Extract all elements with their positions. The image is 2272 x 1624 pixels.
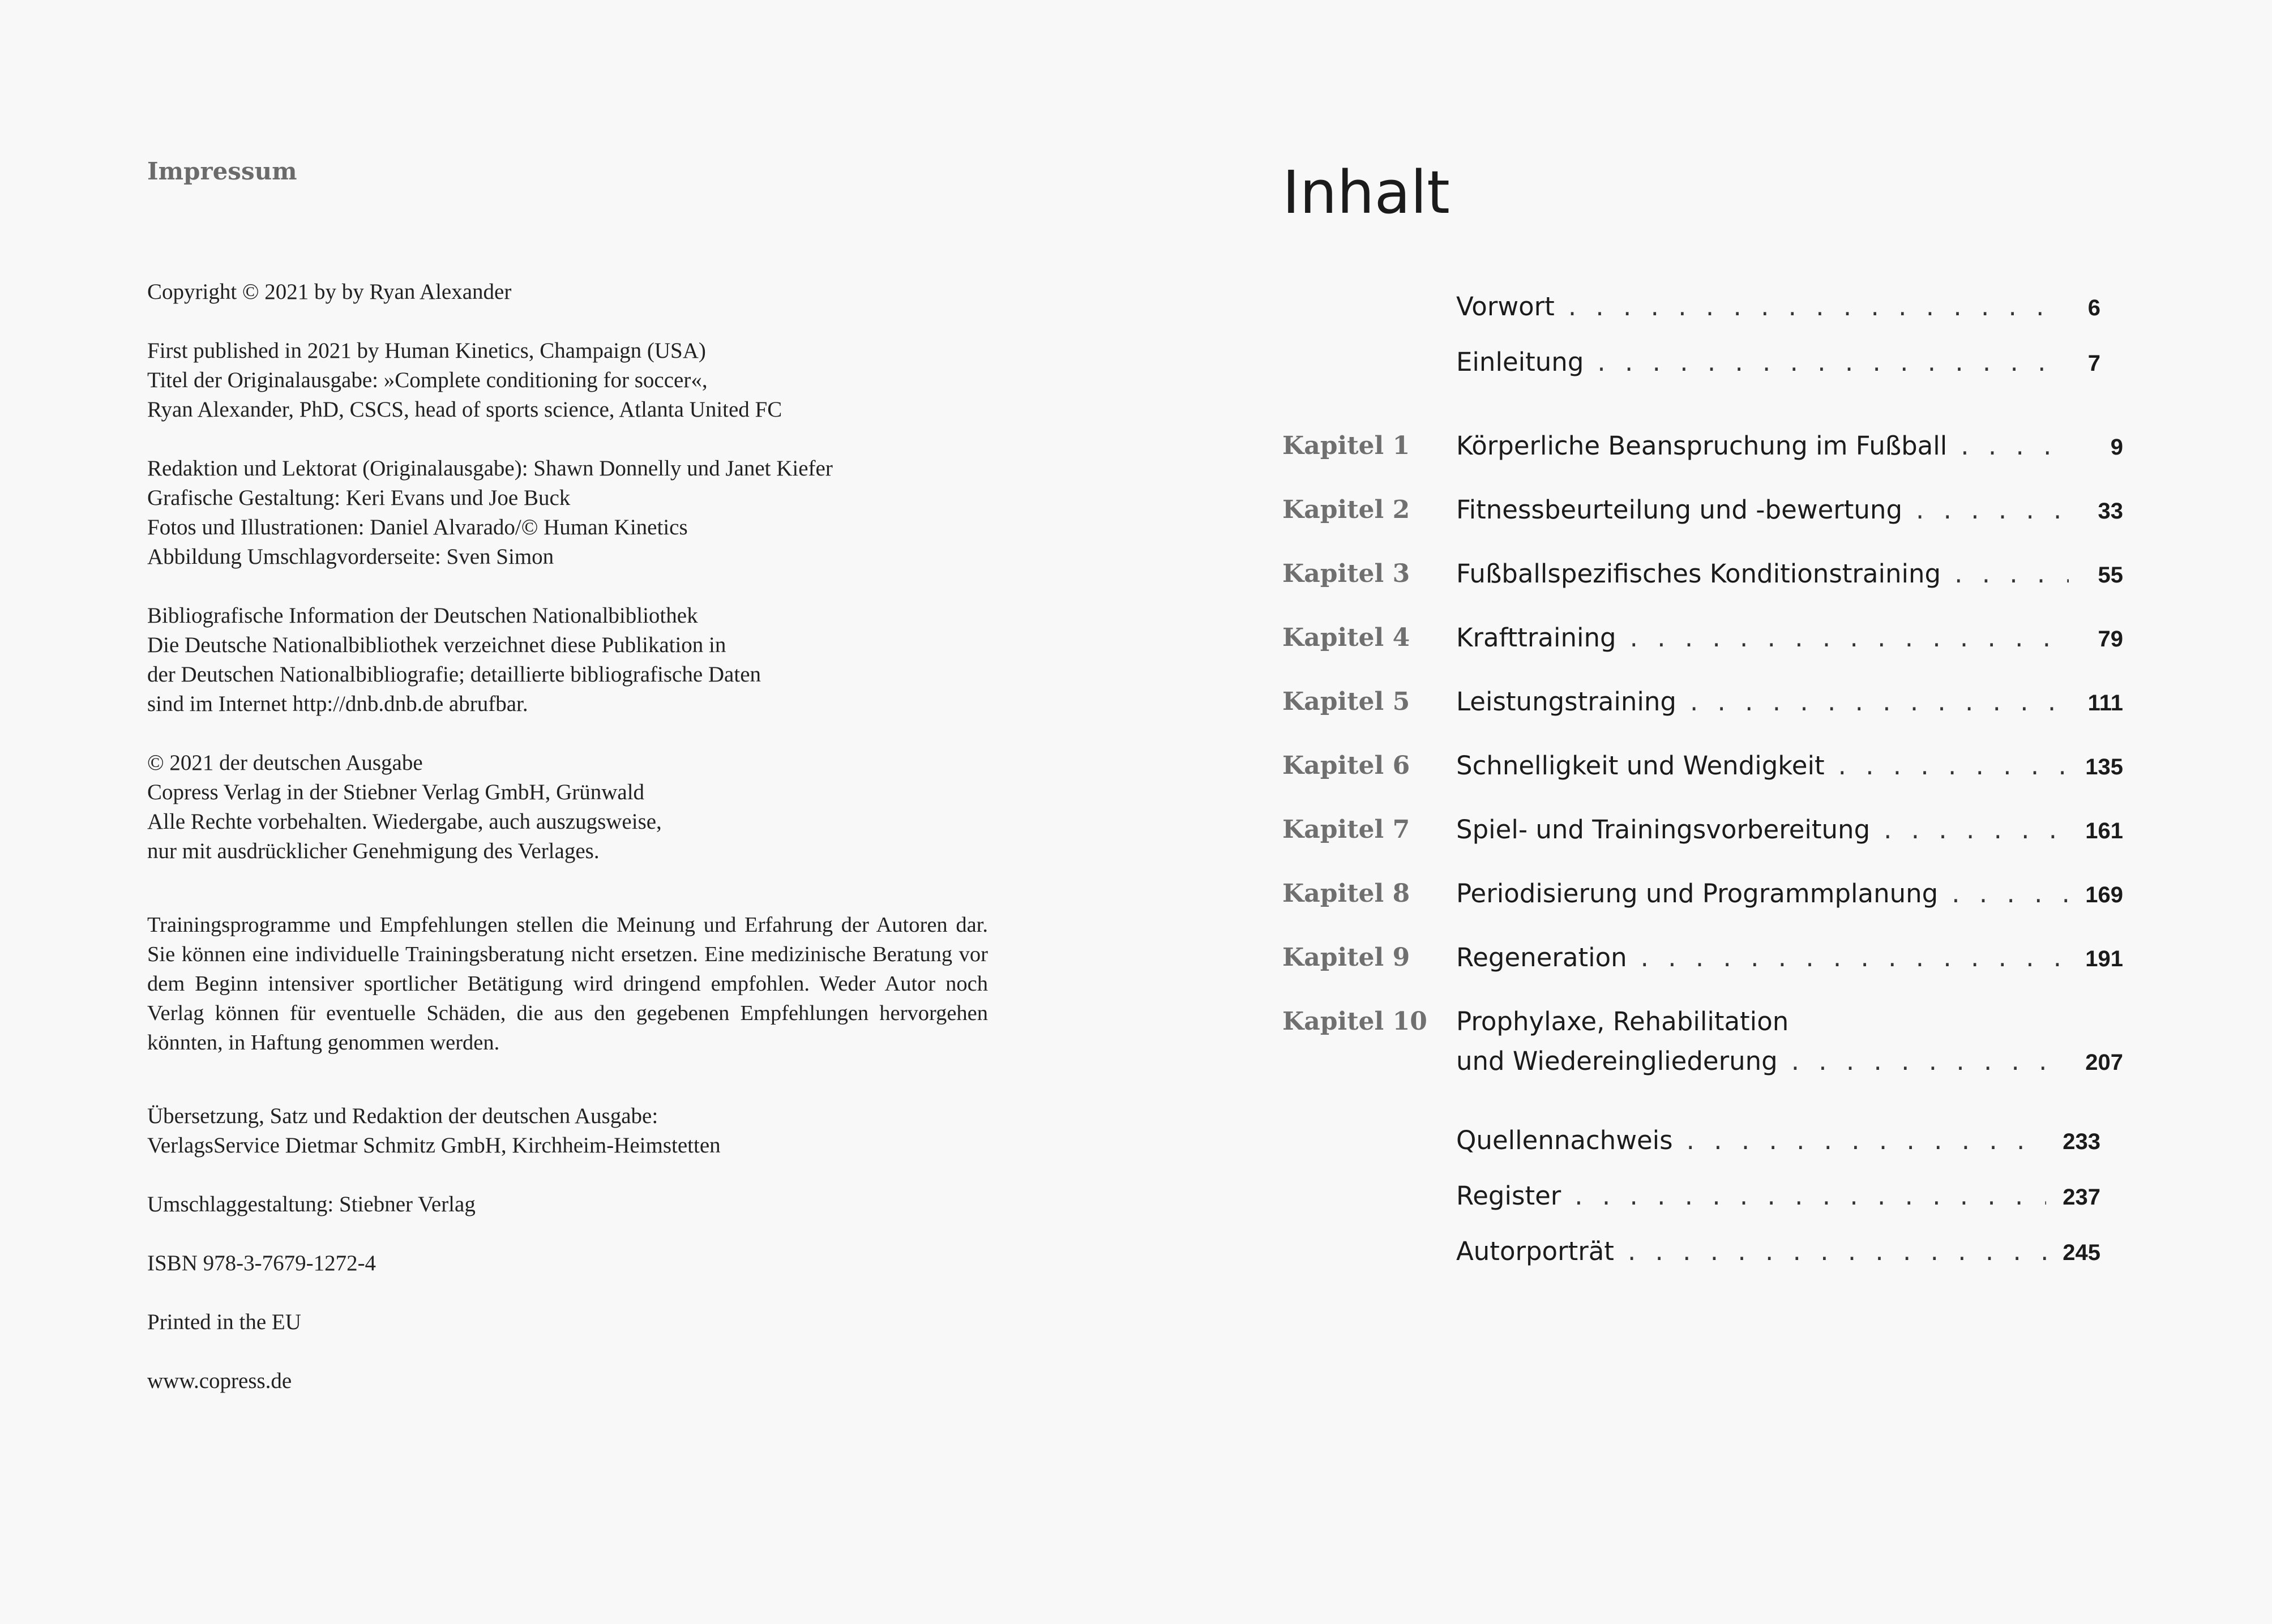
toc-entry-title: Leistungstraining	[1456, 687, 1676, 717]
biblio-line: der Deutschen Nationalbibliografie; detaillierte bibliografische Daten	[147, 662, 761, 687]
toc-entry-register	[1282, 1176, 2123, 1216]
leader-dots	[1838, 746, 2069, 786]
impressum-heading: Impressum	[147, 157, 297, 185]
cover-design-line: Umschlaggestaltung: Stiebner Verlag	[147, 1192, 476, 1216]
printed-line: Printed in the EU	[147, 1310, 301, 1334]
isbn-line: ISBN 978-3-7679-1272-4	[147, 1251, 376, 1275]
chapter-label: Kapitel 4	[1282, 623, 1410, 652]
credits-line: Abbildung Umschlagvorderseite: Sven Simon	[147, 545, 554, 569]
contents-title: Inhalt	[1282, 158, 1450, 227]
toc-entry-chapter-3	[1282, 554, 2123, 594]
translation-line: VerlagsService Dietmar Schmitz GmbH, Kirchheim-Heimstetten	[147, 1133, 721, 1158]
toc-page-number: 33	[2098, 499, 2123, 524]
published-line: First published in 2021 by Human Kinetics, Champaign (USA)	[147, 338, 706, 363]
biblio-line: Bibliografische Information der Deutschen Nationalbibliothek	[147, 603, 698, 628]
leader-dots	[1641, 938, 2069, 978]
toc-entry-title-line2: und Wiedereingliederung	[1456, 1046, 1778, 1076]
website-line: www.copress.de	[147, 1369, 292, 1393]
toc-entry-chapter-7	[1282, 810, 2123, 850]
toc-entry-chapter-2	[1282, 490, 2123, 530]
chapter-label: Kapitel 5	[1282, 687, 1410, 716]
german-edition-line: © 2021 der deutschen Ausgabe	[147, 751, 423, 775]
toc-page-number: 207	[2085, 1050, 2123, 1075]
toc-entry-title: Schnelligkeit und Wendigkeit	[1456, 751, 1825, 781]
toc-page-number: 6	[2087, 295, 2100, 320]
toc-entry-chapter-4	[1282, 618, 2123, 658]
leader-dots	[1954, 554, 2069, 594]
german-edition-line: Alle Rechte vorbehalten. Wiedergabe, auch auszugsweise,	[147, 809, 662, 834]
biblio-line: sind im Internet http://dnb.dnb.de abrufbar.	[147, 692, 528, 716]
german-edition-line: nur mit ausdrücklicher Genehmigung des Verlages.	[147, 839, 600, 863]
toc-entry-title: Fitnessbeurteilung und -bewertung	[1456, 495, 1903, 525]
toc-entry-title: Register	[1456, 1181, 1561, 1211]
leader-dots	[1916, 490, 2069, 530]
leader-dots	[1884, 810, 2069, 850]
toc-entry-chapter-8	[1282, 874, 2123, 914]
leader-dots	[1791, 1042, 2069, 1081]
german-edition-line: Copress Verlag in der Stiebner Verlag GmbH, Grünwald	[147, 780, 645, 804]
toc-entry-title: Spiel- und Trainingsvorbereitung	[1456, 815, 1871, 845]
toc-page-number: 135	[2085, 755, 2123, 779]
toc-entry-title: Körperliche Beanspruchung im Fußball	[1456, 431, 1948, 461]
toc-page-number: 9	[2110, 435, 2123, 460]
toc-entry-quellennachweis	[1282, 1121, 2123, 1160]
toc-entry-title-line1: Prophylaxe, Rehabilitation	[1456, 1006, 1789, 1036]
toc-entry-autorportraet	[1282, 1232, 2123, 1271]
toc-page-number: 169	[2085, 882, 2123, 907]
published-line: Titel der Originalausgabe: »Complete conditioning for soccer«,	[147, 368, 708, 392]
toc-entry-chapter-1	[1282, 426, 2123, 466]
toc-entry-title: Einleitung	[1456, 347, 1584, 377]
toc-entry-einleitung	[1282, 342, 2123, 382]
leader-dots	[1568, 287, 2046, 327]
toc-entry-title: Autorporträt	[1456, 1236, 1614, 1266]
chapter-label: Kapitel 3	[1282, 559, 1410, 588]
leader-dots	[1574, 1176, 2046, 1216]
toc-entry-chapter-5	[1282, 682, 2123, 722]
chapter-label: Kapitel 6	[1282, 751, 1410, 780]
copyright-line: Copyright © 2021 by by Ryan Alexander	[147, 280, 512, 304]
toc-page-number: 111	[2087, 691, 2123, 715]
leader-dots	[1961, 426, 2069, 466]
leader-dots	[1630, 618, 2069, 658]
toc-entry-title: Fußballspezifisches Konditionstraining	[1456, 559, 1941, 589]
toc-entry-chapter-9	[1282, 938, 2123, 978]
toc-entry-title: Periodisierung und Programmplanung	[1456, 879, 1939, 909]
toc-entry-title: Quellennachweis	[1456, 1125, 1673, 1155]
published-line: Ryan Alexander, PhD, CSCS, head of sports science, Atlanta United FC	[147, 397, 782, 422]
leader-dots	[1952, 874, 2069, 914]
toc-entry-vorwort	[1282, 287, 2123, 327]
disclaimer-paragraph: Trainingsprogramme und Empfehlungen stellen die Meinung und Erfahrung der Autoren dar. Sie können eine individuelle Trainingsberatung nicht ersetzen. Eine medizinische Beratung vor dem Beginn intensiver sportlicher Betätigung wird dringend empfohlen. Weder Autor noch Verlag können für eventuelle Schäden, die aus den gegebenen Empfehlungen hervorgehen könnten, in Haftung genommen werden.	[147, 913, 988, 1055]
chapter-label: Kapitel 8	[1282, 879, 1410, 908]
chapter-label: Kapitel 1	[1282, 431, 1410, 460]
toc-page-number: 233	[2063, 1129, 2100, 1154]
translation-line: Übersetzung, Satz und Redaktion der deutschen Ausgabe:	[147, 1104, 658, 1128]
chapter-label: Kapitel 7	[1282, 815, 1410, 844]
toc-entry-title: Krafttraining	[1456, 623, 1616, 653]
biblio-line: Die Deutsche Nationalbibliothek verzeichnet diese Publikation in	[147, 633, 726, 657]
toc-page-number: 79	[2098, 627, 2123, 652]
toc-entry-title: Vorwort	[1456, 292, 1555, 322]
chapter-label: Kapitel 10	[1282, 1007, 1427, 1036]
toc-page-number: 7	[2087, 351, 2100, 376]
credits-line: Redaktion und Lektorat (Originalausgabe): Shawn Donnelly und Janet Kiefer	[147, 456, 833, 481]
chapter-label: Kapitel 9	[1282, 943, 1410, 972]
toc-entry-chapter-10	[1282, 1002, 2123, 1081]
leader-dots	[1628, 1232, 2046, 1271]
toc-page-number: 191	[2085, 946, 2123, 971]
chapter-label: Kapitel 2	[1282, 495, 1410, 524]
toc-page-number: 237	[2063, 1185, 2100, 1210]
toc-page-number: 55	[2098, 563, 2123, 588]
toc-page-number: 245	[2063, 1240, 2100, 1265]
leader-dots	[1690, 682, 2069, 722]
toc-entry-title: Regeneration	[1456, 942, 1627, 972]
credits-line: Fotos und Illustrationen: Daniel Alvarado/© Human Kinetics	[147, 515, 688, 539]
toc-page-number: 161	[2085, 819, 2123, 843]
toc-entry-chapter-6	[1282, 746, 2123, 786]
leader-dots	[1687, 1121, 2046, 1160]
leader-dots	[1597, 342, 2046, 382]
credits-line: Grafische Gestaltung: Keri Evans und Joe Buck	[147, 486, 571, 510]
